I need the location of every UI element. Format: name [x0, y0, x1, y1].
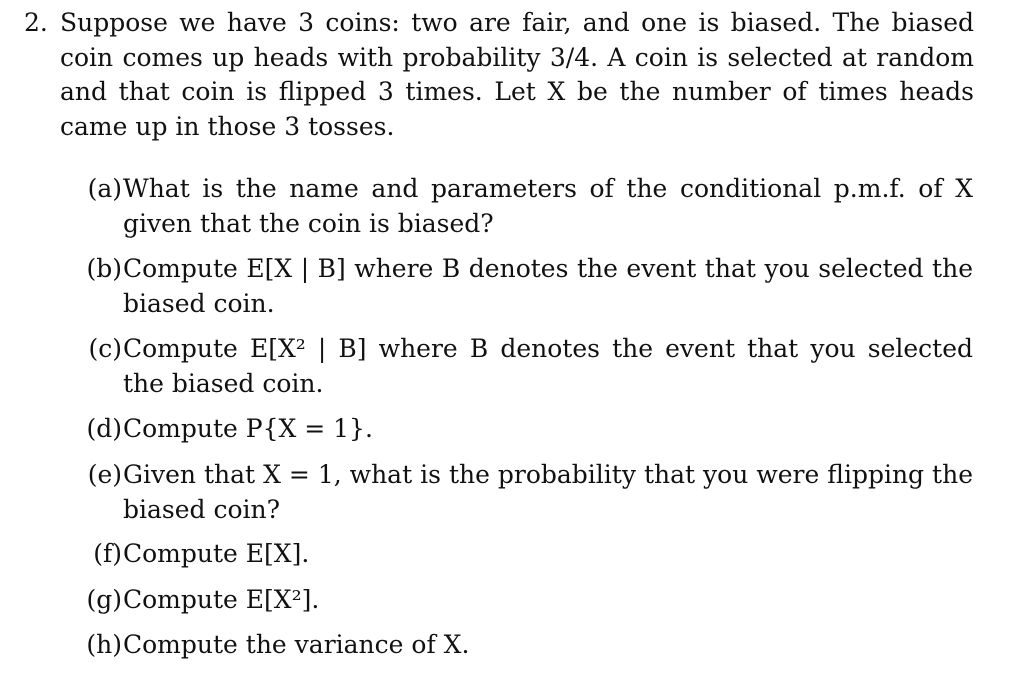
part-d-label: (d) — [86, 414, 122, 443]
part-c-text: Compute E[X² | B] where B denotes the event that you selected the biased coin. — [123, 334, 973, 398]
part-a-text: What is the name and parameters of the conditional p.m.f. of X given that the coin is biased? — [123, 174, 973, 238]
part-f-label: (f) — [93, 539, 122, 568]
part-e-text: Given that X = 1, what is the probability that you were flipping the biased coin? — [123, 460, 973, 524]
part-g-text: Compute E[X²]. — [123, 585, 320, 614]
part-f-text: Compute E[X]. — [123, 539, 310, 568]
part-c-label: (c) — [88, 334, 122, 363]
problem-statement: Suppose we have 3 coins: two are fair, and one is biased. The biased coin comes up heads with probability 3/4. A coin is selected at random and that coin is flipped 3 times. Let X be the number of times heads came up in those 3 tosses. — [60, 8, 974, 141]
part-e-label: (e) — [87, 460, 122, 489]
part-b-label: (b) — [86, 254, 122, 283]
part-b-text: Compute E[X | B] where B denotes the event that you selected the biased coin. — [123, 254, 973, 318]
part-h-text: Compute the variance of X. — [123, 630, 470, 659]
part-d-text: Compute P{X = 1}. — [123, 414, 373, 443]
part-h-label: (h) — [86, 630, 122, 659]
problem-number: 2. — [24, 8, 48, 37]
part-a-label: (a) — [87, 174, 122, 203]
part-g-label: (g) — [86, 585, 122, 614]
